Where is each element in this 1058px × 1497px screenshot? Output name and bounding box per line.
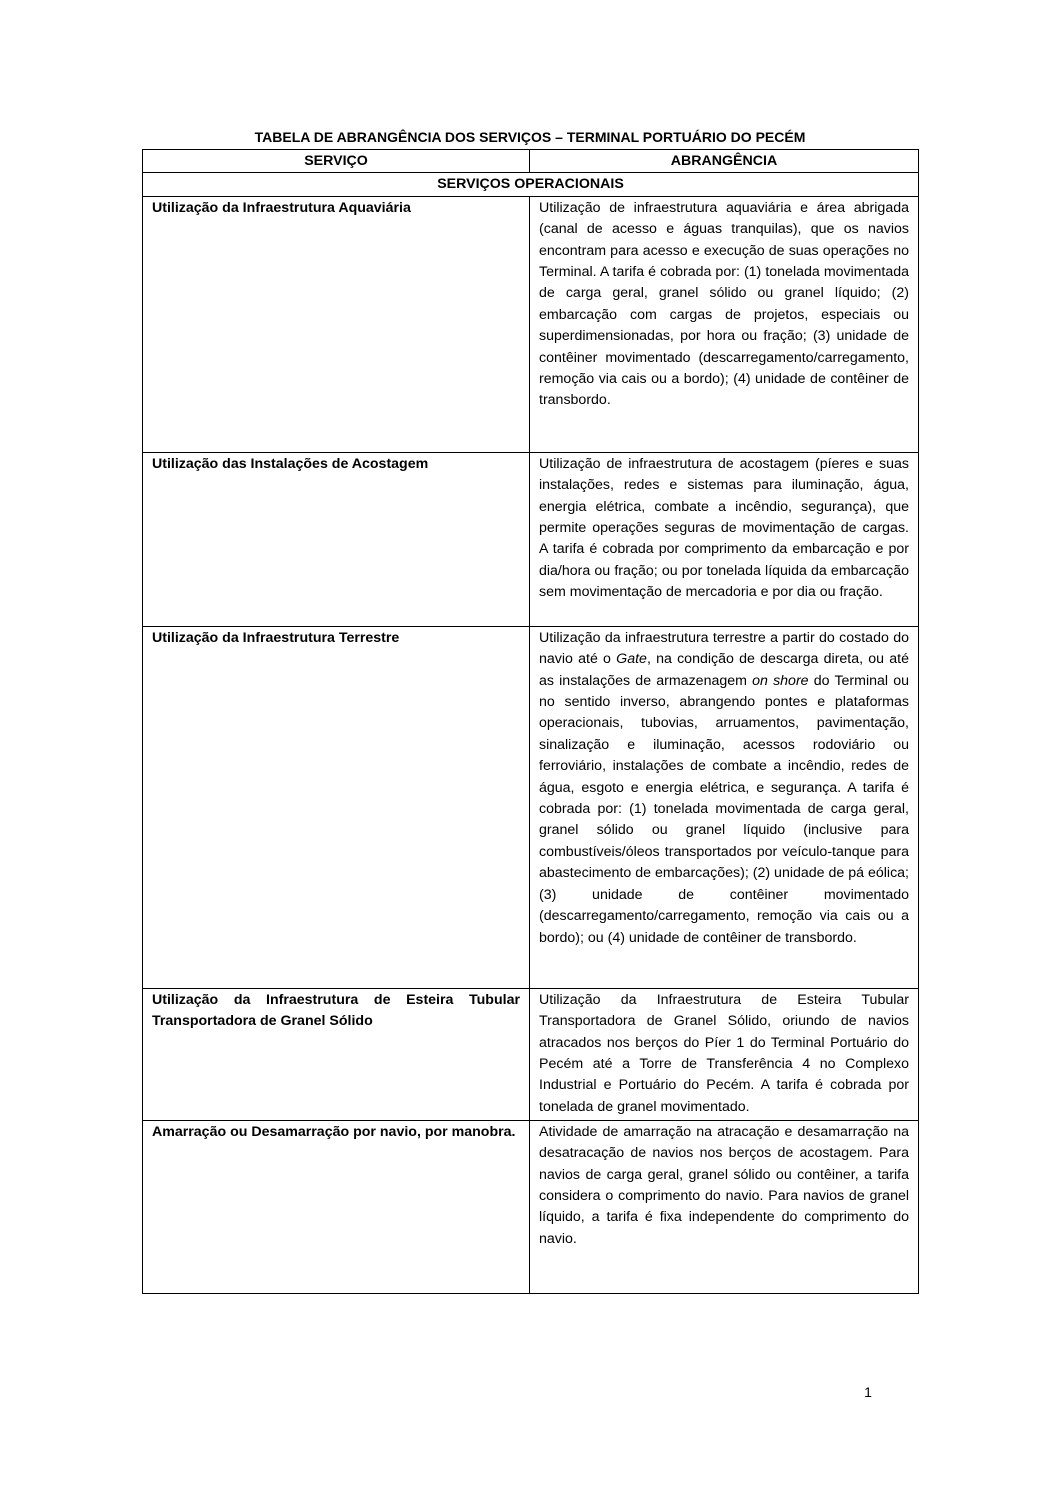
- scope-cell: Utilização da Infraestrutura de Esteira Tubular Transportadora de Granel Sólido, oriundo de navios atracados nos berços do Píer 1 do Terminal Portuário do Pecém até a Torre de Transferência 4 no Complexo Industrial e Portuário do Pecém. A tarifa é cobrada por tonelada de granel movimentado.: [530, 988, 919, 1120]
- section-title: SERVIÇOS OPERACIONAIS: [143, 173, 919, 196]
- service-cell: Utilização da Infraestrutura de Esteira Tubular Transportadora de Granel Sólido: [143, 988, 530, 1120]
- scope-text-part: Utilização da infraestrutura terrestre a partir do costado do navio até o: [539, 629, 909, 668]
- scope-italic-on-shore: on shore: [752, 672, 809, 689]
- scope-text-part: do Terminal ou no sentido inverso, abrangendo pontes e plataformas operacionais, tubovias, arruamentos, pavimentação, sinalização e iluminação, acessos rodoviário ou ferroviário, instalações de combate a incêndio, redes de água, esgoto e energia elétrica, e segurança. A tarifa é cobrada por: (1) tonelada movimentada de carga geral, granel sólido ou granel líquido (inclusive para combustíveis/óleos transportados por veículo-tanque para abastecimento de embarcações); (2) unidade de pá eólica; (3) unidade de contêiner movimentado (descarregamento/carregamento, remoção via cais ou a bordo); ou (4) unidade de contêiner de transbordo.: [539, 672, 910, 946]
- scope-cell: Atividade de amarração na atracação e desamarração na desatracação de navios nos berços de acostagem. Para navios de carga geral, granel sólido ou contêiner, a tarifa considera o comprimento do navio. Para navios de granel líquido, a tarifa é fixa independente do comprimento do navio.: [530, 1120, 919, 1293]
- table-row: [143, 196, 919, 452]
- table-row: [143, 1120, 919, 1293]
- scope-cell: Utilização de infraestrutura aquaviária e área abrigada (canal de acesso e águas tranquilas), que os navios encontram para acesso e execução de suas operações no Terminal. A tarifa é cobrada por: (1) tonelada movimentada de carga geral, granel sólido ou granel líquido; (2) embarcação com cargas de projetos, especiais ou superdimensionadas, por hora ou fração; (3) unidade de contêiner movimentado (descarregamento/carregamento, remoção via cais ou a bordo); (4) unidade de contêiner de transbordo.: [530, 196, 919, 452]
- header-scope: ABRANGÊNCIA: [530, 150, 919, 173]
- scope-italic-gate: Gate: [616, 651, 647, 668]
- scope-text-part: , na condição de descarga direta, ou até as instalações de armazenagem: [539, 651, 910, 689]
- table-row: [143, 626, 919, 988]
- service-cell: Utilização da Infraestrutura Terrestre: [143, 626, 530, 988]
- table-row: [143, 988, 919, 1120]
- service-cell: Utilização da Infraestrutura Aquaviária: [143, 196, 530, 452]
- page-title: TABELA DE ABRANGÊNCIA DOS SERVIÇOS – TERMINAL PORTUÁRIO DO PECÉM: [254, 129, 806, 145]
- scope-cell: [530, 626, 919, 988]
- services-table: [142, 149, 919, 1294]
- service-cell: Amarração ou Desamarração por navio, por manobra.: [143, 1120, 530, 1293]
- scope-cell: Utilização de infraestrutura de acostagem (píeres e suas instalações, redes e sistemas para iluminação, água, energia elétrica, combate a incêndio, segurança), que permite operações seguras de movimentação de cargas. A tarifa é cobrada por comprimento da embarcação e por dia/hora ou fração; ou por tonelada líquida da embarcação sem movimentação de mercadoria e por dia ou fração.: [530, 452, 919, 626]
- page-number: 1: [864, 1384, 872, 1400]
- service-cell: Utilização das Instalações de Acostagem: [143, 452, 530, 626]
- section-row: [143, 173, 919, 196]
- header-service: SERVIÇO: [143, 150, 530, 173]
- table-row: [143, 452, 919, 626]
- table-header-row: [143, 150, 919, 173]
